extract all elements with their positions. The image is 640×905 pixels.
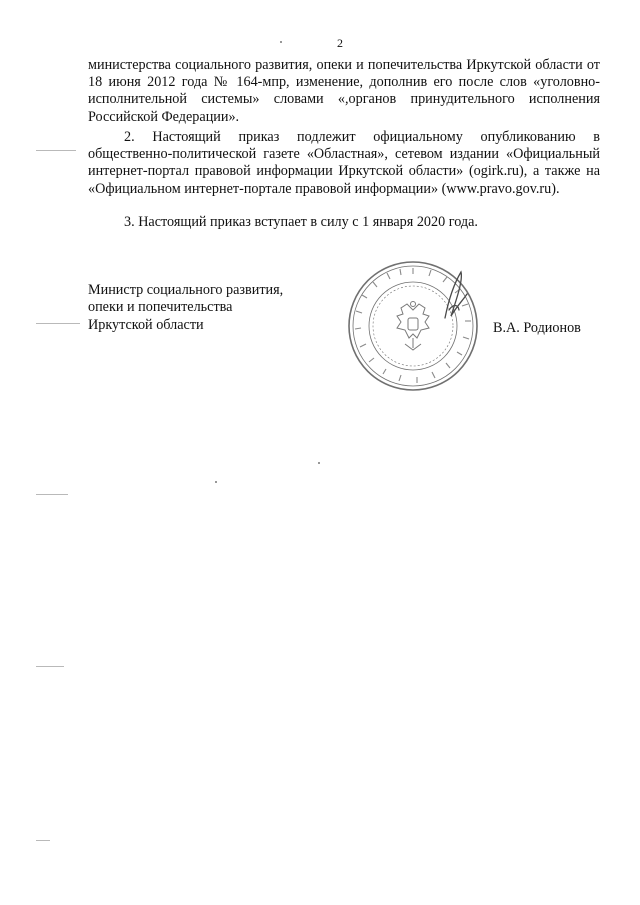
signatory-name: В.А. Родионов [493, 320, 581, 336]
scan-artifact [36, 840, 50, 841]
scan-artifact [36, 666, 64, 667]
scan-artifact [280, 41, 282, 43]
coat-of-arms-icon [397, 302, 429, 351]
signatory-title-line: опеки и попечительства [88, 299, 233, 316]
signatory-title-line: Иркутской области [88, 316, 204, 333]
scan-artifact [36, 150, 76, 151]
paragraph-effective-date: 3. Настоящий приказ вступает в силу с 1 января 2020 года. [124, 214, 478, 230]
scan-artifact [215, 481, 217, 483]
official-seal [345, 258, 481, 394]
page-number: 2 [337, 36, 343, 50]
paragraph-continuation: министерства социального развития, опеки и попечительства Иркутской области от 18 июня 2012 года № 164-мпр, изменение, дополнив его после слов «уголовно-исполнительной системы» словами «,органов принудительного исполнения Российской Федерации». [88, 57, 600, 125]
seal-lettering [355, 268, 471, 383]
signatory-title-line: Министр социального развития, [88, 282, 284, 298]
scan-artifact [318, 462, 320, 464]
paragraph-publication: 2. Настоящий приказ подлежит официальному опубликованию в общественно-политической газете «Областная», сетевом издании «Официальный интернет-портал правовой информации Иркутской области» (ogirk.ru), а также на «Официальном интернет-портале правовой информации» (www.pravo.gov.ru). [88, 129, 600, 197]
scan-artifact [36, 323, 80, 324]
scan-artifact [36, 494, 68, 495]
signatory-title [88, 282, 283, 334]
